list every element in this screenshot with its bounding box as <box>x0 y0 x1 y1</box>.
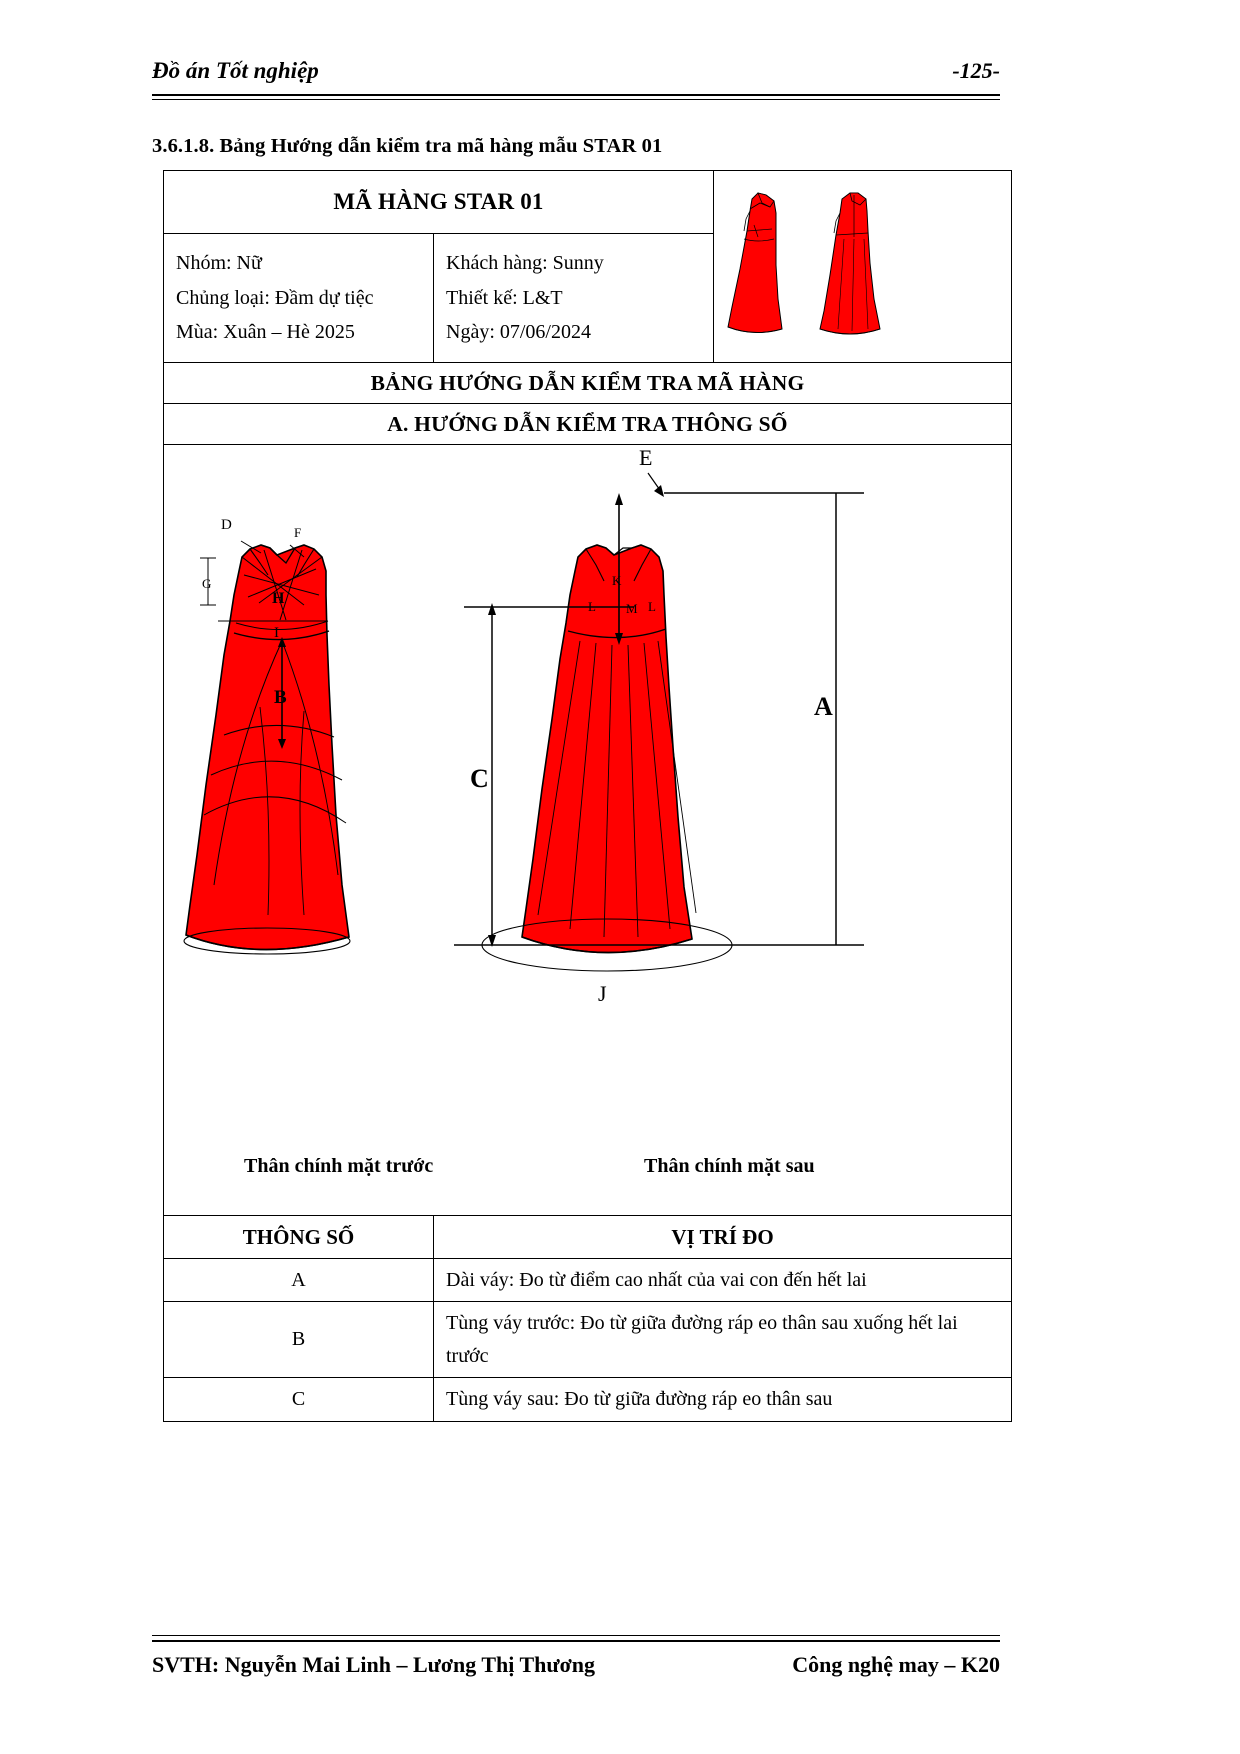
spec-header-position: VỊ TRÍ ĐO <box>434 1216 1012 1259</box>
front-label-h: H <box>272 590 285 607</box>
page-number: -125- <box>952 58 1000 83</box>
info-date: Ngày: 07/06/2024 <box>446 321 591 344</box>
info-right-cell <box>434 234 714 363</box>
back-label-a: A <box>814 692 833 721</box>
front-view-drawing <box>184 517 350 954</box>
spec-row-c <box>164 1378 1012 1421</box>
technical-drawing <box>164 445 1010 1145</box>
back-label-k: K <box>612 573 622 588</box>
table-row-drawing <box>164 445 1012 1216</box>
footer-authors: SVTH: Nguyễn Mai Linh – Lương Thị Thương <box>152 1652 596 1677</box>
spec-header-row <box>164 1216 1012 1259</box>
spec-header-param: THÔNG SỐ <box>164 1216 434 1259</box>
spec-value-b: Tùng váy trước: Đo từ giữa đường ráp eo thân sau xuống hết lai trước <box>434 1302 1012 1378</box>
thumbnail-sketches <box>714 179 1010 355</box>
page-footer <box>152 1652 1000 1678</box>
spec-key-c: C <box>164 1378 434 1421</box>
section-heading: 3.6.1.8. Bảng Hướng dẫn kiểm tra mã hàng mẫu STAR 01 <box>152 135 663 157</box>
table-row-code <box>164 171 1012 234</box>
spec-value-c: Tùng váy sau: Đo từ giữa đường ráp eo thân sau <box>434 1378 1012 1421</box>
header-title: Đồ án Tốt nghiệp <box>152 58 319 83</box>
front-label-i: I <box>274 625 279 641</box>
info-category: Chủng loại: Đầm dự tiệc <box>176 286 374 309</box>
front-label-b: B <box>274 687 287 708</box>
spec-key-b: B <box>164 1302 434 1378</box>
info-season: Mùa: Xuân – Hè 2025 <box>176 321 355 344</box>
spec-key-a: A <box>164 1259 434 1302</box>
footer-major: Công nghệ may – K20 <box>792 1652 1000 1677</box>
info-customer: Khách hàng: Sunny <box>446 252 604 275</box>
spec-value-a: Dài váy: Đo từ điểm cao nhất của vai con đến hết lai <box>434 1259 1012 1302</box>
front-label-g: G <box>202 576 212 591</box>
page-header <box>152 58 1000 84</box>
front-label-f: F <box>294 525 302 540</box>
footer-divider-thin <box>152 1635 1000 1636</box>
back-label-l2: L <box>648 599 656 614</box>
sketch-cell <box>714 171 1012 363</box>
front-label-d: D <box>221 517 232 533</box>
spec-row-b <box>164 1302 1012 1378</box>
table-row-band1 <box>164 363 1012 404</box>
band-title-section-a: A. HƯỚNG DẪN KIỂM TRA THÔNG SỐ <box>164 404 1012 445</box>
back-view-drawing <box>454 445 864 1006</box>
technical-drawing-cell <box>164 445 1012 1216</box>
info-designer: Thiết kế: L&T <box>446 286 563 309</box>
info-left-cell <box>164 234 434 363</box>
info-group: Nhóm: Nữ <box>176 252 262 275</box>
front-view-caption: Thân chính mặt trước <box>244 1155 434 1177</box>
back-label-l1: L <box>588 599 596 614</box>
header-divider-thin <box>152 99 1000 100</box>
back-label-c: C <box>470 764 489 793</box>
back-view-caption: Thân chính mặt sau <box>644 1155 815 1177</box>
back-label-e: E <box>639 445 653 470</box>
table-row-band2 <box>164 404 1012 445</box>
back-label-j: J <box>598 981 607 1006</box>
style-code-cell: MÃ HÀNG STAR 01 <box>164 171 714 234</box>
header-divider-thick <box>152 94 1000 96</box>
inspection-table <box>163 170 1012 1422</box>
back-label-m: M <box>626 601 638 616</box>
spec-row-a <box>164 1259 1012 1302</box>
band-title-main: BẢNG HƯỚNG DẪN KIỂM TRA MÃ HÀNG <box>164 363 1012 404</box>
footer-divider-thick <box>152 1640 1000 1642</box>
